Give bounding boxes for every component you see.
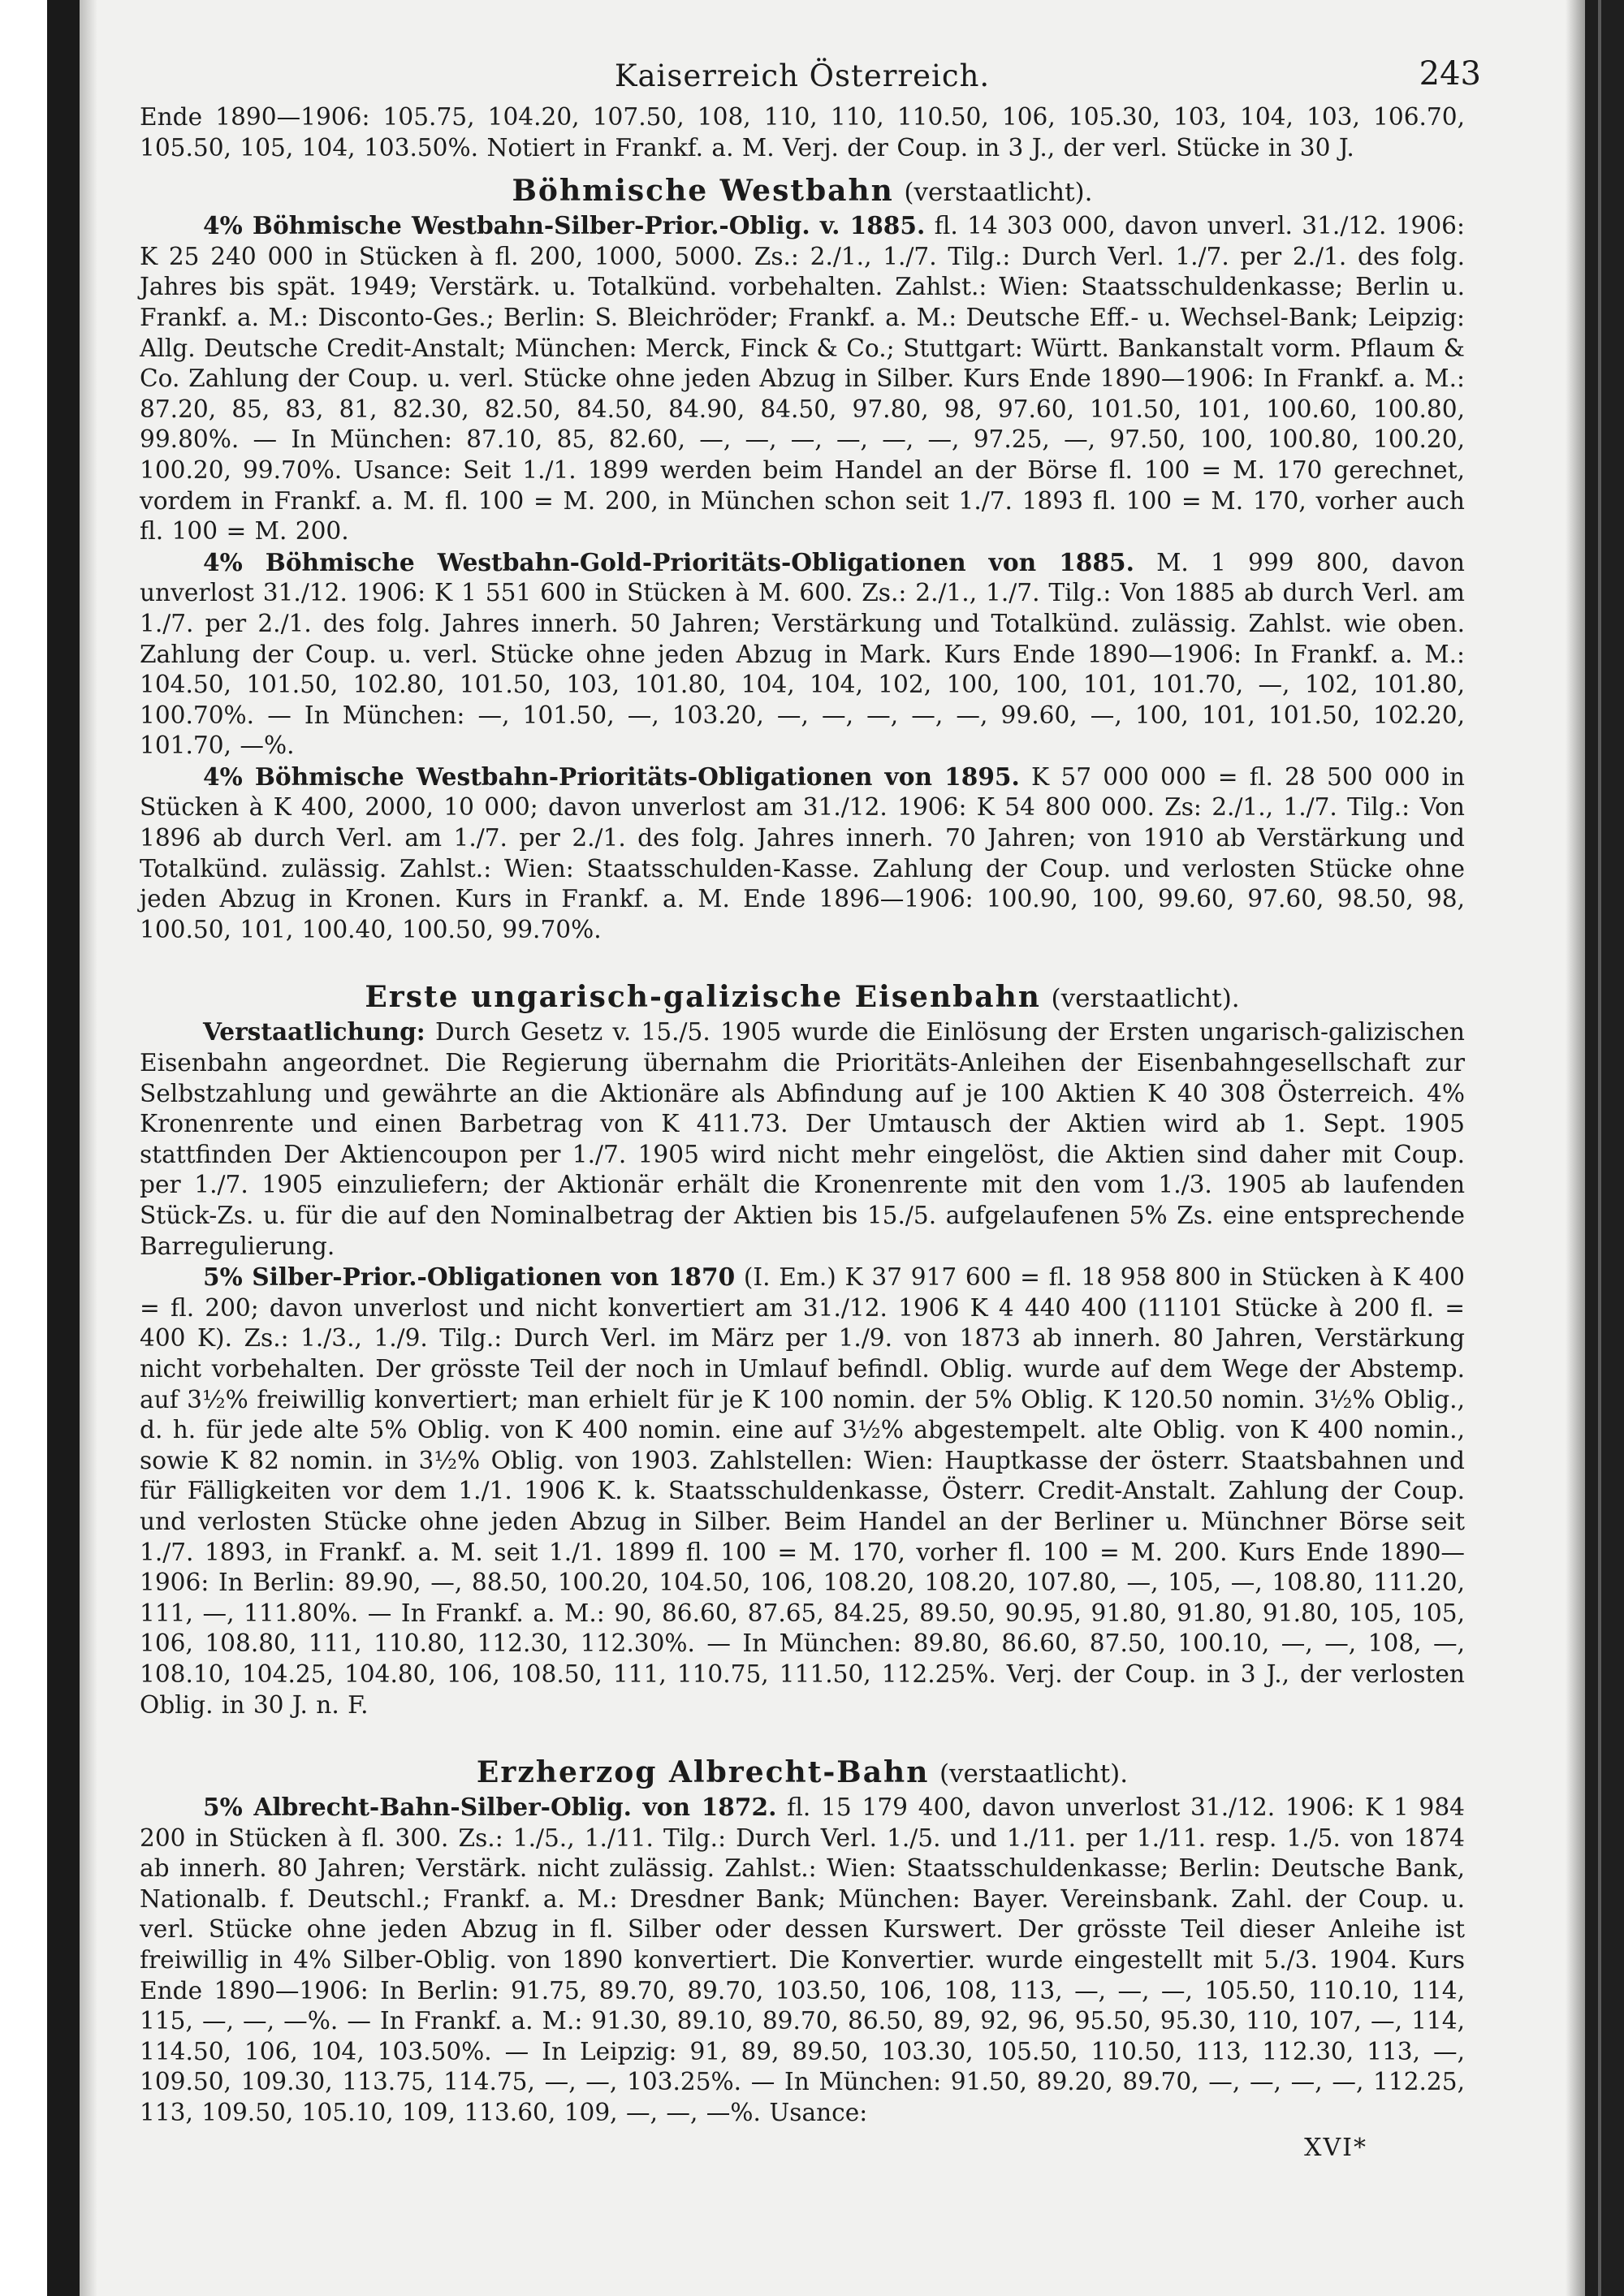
bond-details: M. 1 999 800, davon unverlost 31./12. 1906: K 1 551 600 in Stücken à M. 600. Zs.: 2./1., 1./7. Tilg.: Von 1885 ab durch Verl. am 1./7. per 2./1. des folg. Jahres innerh. 50 Jahren; Verstärkung und Totalkünd. zulässig. Zahlst. wie oben. Zahlung der Coup. u. verl. Stücke ohne jeden Abzug in Mark. Kurs Ende 1890—1906: In Frankf. a. M.: 104.50, 101.50, 102.80, 101.50, 103, 101.80, 104, 104, 102, 100, 100, 101, 101.70, —, 102, 101.80, 100.70%. — In München: —, 101.50, —, 103.20, —, —, —, —, —, 99.60, —, 100, 101, 101.50, 102.20, 101.70, —%. (140, 548, 1465, 760)
section-note: (verstaatlicht). (939, 1759, 1129, 1789)
bond-details: Durch Gesetz v. 15./5. 1905 wurde die Einlösung der Ersten ungarisch-galizischen Eisenbahn angeordnet. Die Regierung übernahm die Prioritäts-Anleihen der Eisenbahngesellschaft zur Selbstzahlung und gewährte an die Aktionäre als Abfindung auf je 100 Aktien K 40 308 Österreich. 4% Kronenrente und einen Barbetrag von K 411.73. Der Umtausch der Aktien wird ab 1. Sept. 1905 stattfinden Der Aktiencoupon per 1./7. 1905 wird nicht mehr eingelöst, die Aktien sind daher mit Coup. per 1./7. 1905 einzuliefern; der Aktionär erhält die Kronenrente mit den vom 1./3. 1905 ab laufenden Stück-Zs. u. für die auf den Nominalbetrag der Aktien bis 15./5. aufgelaufenen 5% Zs. eine entsprechende Barregulierung. (140, 1018, 1465, 1260)
bond-title: Verstaatlichung: (203, 1017, 425, 1047)
section-title: Erzherzog Albrecht-Bahn (476, 1755, 930, 1790)
book-edge-right (1585, 0, 1624, 2296)
section-note: (verstaatlicht). (1051, 984, 1240, 1014)
intro-paragraph: Ende 1890—1906: 105.75, 104.20, 107.50, 108, 110, 110, 110.50, 106, 105.30, 103, 104, 103, 106.70, 105.50, 105, 104, 103.50%. Notiert in Frankf. a. M. Verj. der Coup. in 3 J., der verl. Stücke in 30 J. (140, 103, 1465, 162)
page-content (140, 52, 1481, 2163)
running-head (140, 52, 1481, 102)
book-edge-left (47, 0, 80, 2296)
bond-details: K 57 000 000 = fl. 28 500 000 in Stücken à K 400, 2000, 10 000; davon unverlost am 31./12. 1906: K 54 800 000. Zs: 2./1., 1./7. Tilg.: Von 1896 ab durch Verl. am 1./7. per 2./1. des folg. Jahres innerh. 70 Jahren; von 1910 ab Verstärkung und Totalkünd. zulässig. Zahlst.: Wien: Staatsschulden-Kasse. Zahlung der Coup. und verlosten Stücke ohne jeden Abzug in Kronen. Kurs in Frankf. a. M. Ende 1896—1906: 100.90, 100, 99.60, 97.60, 98.50, 98, 100.50, 101, 100.40, 100.50, 99.70%. (140, 762, 1465, 943)
bond-details: fl. 14 303 000, davon unverl. 31./12. 1906: K 25 240 000 in Stücken à fl. 200, 1000, 5000. Zs.: 2./1., 1./7. Tilg.: Durch Verl. 1./7. per 2./1. des folg. Jahres bis spät. 1949; Verstärk. u. Totalkünd. vorbehalten. Zahlst.: Wien: Staatsschuldenkasse; Berlin u. Frankf. a. M.: Disconto-Ges.; Berlin: S. Bleichröder; Frankf. a. M.: Deutsche Eff.- u. Wechsel-Bank; Leipzig: Allg. Deutsche Credit-Anstalt; München: Merck, Finck & Co.; Stuttgart: Württ. Bankanstalt vorm. Pflaum & Co. Zahlung der Coup. u. verl. Stücke ohne jeden Abzug in Silber. Kurs Ende 1890—1906: In Frankf. a. M.: 87.20, 85, 83, 81, 82.30, 82.50, 84.50, 84.90, 84.50, 97.80, 98, 97.60, 101.50, 101, 100.60, 100.80, 99.80%. — In München: 87.10, 85, 82.60, —, —, —, —, —, —, 97.25, —, 97.50, 100, 100.80, 100.20, 100.20, 99.70%. Usance: Seit 1./1. 1899 werden beim Handel an der Börse fl. 100 = M. 170 gerechnet, vordem in Frankf. a. M. fl. 100 = M. 200, in München schon seit 1./7. 1893 fl. 100 = M. 170, vorher auch fl. 100 = M. 200. (140, 212, 1465, 546)
bond-title: 5% Albrecht-Bahn-Silber-Oblig. von 1872. (203, 1793, 777, 1822)
section-title: Erste ungarisch-galizische Eisenbahn (365, 980, 1041, 1015)
bond-title: 4% Böhmische Westbahn-Prioritäts-Obligationen von 1895. (203, 762, 1020, 791)
signature-mark: XVI* (1304, 2133, 1367, 2162)
bond-entry (140, 1262, 1465, 1720)
section-heading (140, 1754, 1465, 1792)
section-heading (140, 979, 1465, 1016)
running-head-title: Kaiserreich Österreich. (614, 58, 991, 93)
bond-entry (140, 210, 1465, 547)
gutter-shadow (80, 0, 97, 2296)
scan-margin-left (0, 0, 49, 2296)
bond-entry (140, 1016, 1465, 1262)
bond-title: 4% Böhmische Westbahn-Silber-Prior.-Oblig. v. 1885. (203, 211, 926, 240)
bond-details: fl. 15 179 400, davon unverlost 31./12. 1906: K 1 984 200 in Stücken à fl. 300. Zs.: 1./5., 1./11. Tilg.: Durch Verl. 1./5. und 1./11. per 1./11. resp. 1./5. von 1874 ab innerh. 80 Jahren; Verstärk. nicht zulässig. Zahlst.: Wien: Staatsschuldenkasse; Berlin: Deutsche Bank, Nationalb. f. Deutschl.; Frankf. a. M.: Dresdner Bank; München: Bayer. Vereinsbank. Zahl. der Coup. u. verl. Stücke ohne jeden Abzug in fl. Silber oder dessen Kurswert. Der grösste Teil dieser Anleihe ist freiwillig in 4% Silber-Oblig. von 1890 konvertiert. Die Konvertier. wurde eingestellt mit 5./3. 1904. Kurs Ende 1890—1906: In Berlin: 91.75, 89.70, 89.70, 103.50, 106, 108, 113, —, —, —, 105.50, 110.10, 114, 115, —, —, —%. — In Frankf. a. M.: 91.30, 89.10, 89.70, 86.50, 89, 92, 96, 95.50, 95.30, 110, 107, —, 114, 114.50, 106, 104, 103.50%. — In Leipzig: 91, 89, 89.50, 103.30, 105.50, 110.50, 113, 112.30, 113, —, 109.50, 109.30, 113.75, 114.75, —, —, 103.25%. — In München: 91.50, 89.20, 89.70, —, —, —, —, 112.25, 113, 109.50, 105.10, 109, 113.60, 109, —, —, —%. Usance: (140, 1793, 1465, 2127)
bond-entry (140, 1792, 1465, 2129)
bond-entry (140, 547, 1465, 762)
page-number: 243 (1419, 55, 1481, 93)
page-edge-shadow-right (1566, 0, 1585, 2296)
page-edge-line (1598, 0, 1601, 2296)
section-heading (140, 173, 1465, 210)
bond-title: 5% Silber-Prior.-Obligationen von 1870 (203, 1262, 736, 1292)
bond-title: 4% Böhmische Westbahn-Gold-Prioritäts-Obligationen von 1885. (203, 547, 1134, 576)
bond-details: (I. Em.) K 37 917 600 = fl. 18 958 800 in Stücken à K 400 = fl. 200; davon unverlost und nicht konvertiert am 31./12. 1906 K 4 440 400 (11101 Stücke à 200 fl. = 400 K). Zs.: 1./3., 1./9. Tilg.: Durch Verl. im März per 1./9. von 1873 ab innerh. 80 Jahren, Verstärkung nicht vorbehalten. Der grösste Teil der noch in Umlauf befindl. Oblig. wurde auf dem Wege der Abstemp. auf 3½% freiwillig konvertiert; man erhielt für je K 100 nomin. der 5% Oblig. K 120.50 nomin. 3½% Oblig., d. h. für jede alte 5% Oblig. von K 400 nomin. eine auf 3½% abgestempelt. alte Oblig. von K 400 nomin., sowie K 82 nomin. in 3½% Oblig. von 1903. Zahlstellen: Wien: Hauptkasse der österr. Staatsbahnen und für Fälligkeiten vor dem 1./1. 1906 K. k. Staatsschuldenkasse, Österr. Credit-Anstalt. Zahlung der Coup. und verlosten Stücke ohne jeden Abzug in Silber. Beim Handel an der Berliner u. Münchner Börse seit 1./7. 1893, in Frankf. a. M. seit 1./1. 1899 fl. 100 = M. 170, vorher fl. 100 = M. 200. Kurs Ende 1890—1906: In Berlin: 89.90, —, 88.50, 100.20, 104.50, 106, 108.20, 108.20, 107.80, —, 105, —, 108.80, 111.20, 111, —, 111.80%. — In Frankf. a. M.: 90, 86.60, 87.65, 84.25, 89.50, 90.95, 91.80, 91.80, 91.80, 105, 105, 106, 108.80, 111, 110.80, 112.30, 112.30%. — In München: 89.80, 86.60, 87.50, 100.10, —, —, 108, —, 108.10, 104.25, 104.80, 106, 108.50, 111, 110.75, 111.50, 112.25%. Verj. der Coup. in 3 J., der verlosten Oblig. in 30 J. n. F. (140, 1263, 1465, 1719)
bond-entry (140, 762, 1465, 946)
section-title: Böhmische Westbahn (512, 174, 894, 209)
section-note: (verstaatlicht). (904, 178, 1093, 208)
